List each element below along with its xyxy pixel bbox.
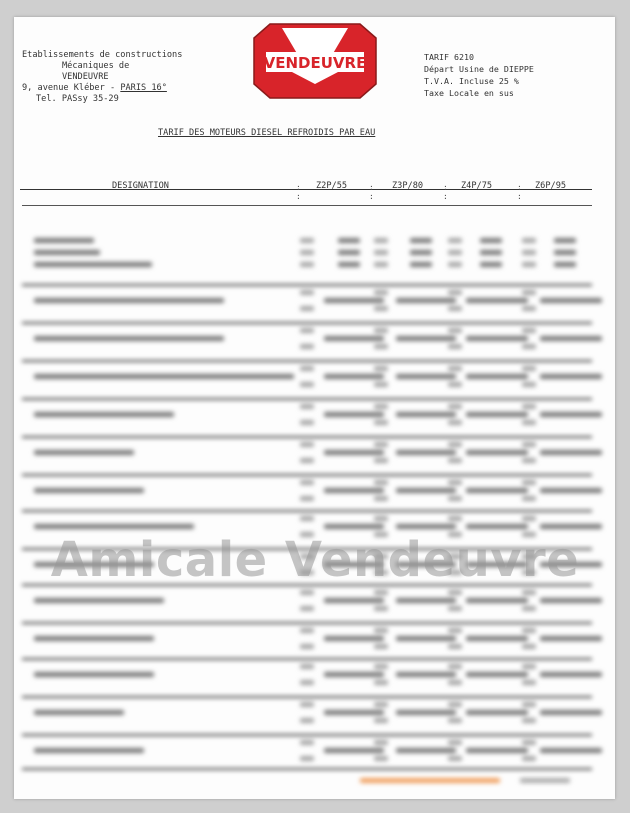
table-cell-price bbox=[396, 450, 456, 455]
table-cell-price bbox=[480, 238, 502, 243]
table-cell-designation bbox=[34, 250, 100, 255]
table-cell-separator bbox=[522, 496, 536, 501]
table-row-divider bbox=[22, 696, 592, 698]
table-cell-separator bbox=[374, 606, 388, 611]
table-cell-separator bbox=[374, 382, 388, 387]
table-cell-separator bbox=[448, 718, 462, 723]
company-line-1: Etablissements de constructions bbox=[22, 50, 183, 60]
table-row-divider bbox=[22, 768, 592, 770]
table-cell-separator bbox=[300, 740, 314, 745]
document-title: TARIF DES MOTEURS DIESEL REFROIDIS PAR EAU bbox=[158, 128, 376, 138]
column-header-z2p55: Z2P/55 bbox=[316, 181, 348, 191]
table-cell-designation bbox=[34, 412, 174, 417]
table-cell-designation bbox=[34, 298, 224, 303]
table-cell-price bbox=[324, 636, 384, 641]
table-cell-price bbox=[466, 598, 528, 603]
table-cell-separator bbox=[374, 250, 388, 255]
table-cell-separator bbox=[300, 644, 314, 649]
table-cell-separator bbox=[448, 702, 462, 707]
table-cell-price bbox=[410, 262, 432, 267]
table-row-divider bbox=[22, 510, 592, 512]
table-cell-price bbox=[466, 298, 528, 303]
table-cell-separator bbox=[522, 420, 536, 425]
table-cell-separator bbox=[300, 718, 314, 723]
table-cell-separator bbox=[300, 606, 314, 611]
table-cell-separator bbox=[448, 458, 462, 463]
table-cell-separator bbox=[448, 628, 462, 633]
column-separator: : bbox=[517, 183, 522, 192]
table-cell-separator bbox=[522, 366, 536, 371]
table-cell-price bbox=[540, 598, 602, 603]
table-cell-separator bbox=[374, 366, 388, 371]
table-cell-separator bbox=[300, 702, 314, 707]
table-cell-price bbox=[466, 710, 528, 715]
table-cell-designation bbox=[34, 450, 134, 455]
table-cell-separator bbox=[374, 262, 388, 267]
column-header-z6p95: Z6P/95 bbox=[535, 181, 567, 191]
table-cell-separator bbox=[374, 306, 388, 311]
table-cell-price bbox=[324, 710, 384, 715]
table-cell-separator bbox=[522, 238, 536, 243]
table-cell-price bbox=[466, 488, 528, 493]
table-cell-separator bbox=[522, 664, 536, 669]
table-cell-separator bbox=[522, 516, 536, 521]
table-cell-separator bbox=[448, 590, 462, 595]
table-cell-price bbox=[466, 374, 528, 379]
column-separator: : bbox=[296, 192, 301, 201]
table-cell-price bbox=[480, 262, 502, 267]
table-cell-price bbox=[324, 488, 384, 493]
table-cell-price bbox=[540, 298, 602, 303]
column-separator: : bbox=[517, 192, 522, 201]
table-cell-designation bbox=[34, 336, 224, 341]
table-cell-separator bbox=[448, 442, 462, 447]
table-cell-separator bbox=[448, 306, 462, 311]
table-cell-separator bbox=[522, 262, 536, 267]
column-separator: : bbox=[296, 183, 301, 192]
table-cell-separator bbox=[300, 664, 314, 669]
table-cell-separator bbox=[448, 262, 462, 267]
table-cell-price bbox=[540, 524, 602, 529]
table-cell-separator bbox=[522, 644, 536, 649]
table-cell-separator bbox=[300, 238, 314, 243]
column-header-designation: DESIGNATION bbox=[112, 181, 169, 191]
table-cell-separator bbox=[374, 718, 388, 723]
table-cell-separator bbox=[374, 702, 388, 707]
table-cell-separator bbox=[522, 306, 536, 311]
table-cell-designation bbox=[34, 238, 94, 243]
table-cell-separator bbox=[522, 718, 536, 723]
table-row-divider bbox=[22, 398, 592, 400]
table-cell-designation bbox=[34, 374, 294, 379]
table-cell-separator bbox=[374, 458, 388, 463]
table-cell-price bbox=[410, 250, 432, 255]
table-row-divider bbox=[22, 658, 592, 660]
tariff-line-3: T.V.A. Incluse 25 % bbox=[424, 76, 519, 86]
table-cell-separator bbox=[448, 404, 462, 409]
table-cell-separator bbox=[300, 404, 314, 409]
table-cell-price bbox=[540, 672, 602, 677]
table-cell-separator bbox=[522, 344, 536, 349]
table-cell-separator bbox=[522, 442, 536, 447]
table-cell-separator bbox=[448, 290, 462, 295]
tariff-info bbox=[424, 51, 534, 99]
table-cell-price bbox=[396, 298, 456, 303]
table-cell-separator bbox=[374, 628, 388, 633]
table-cell-price bbox=[554, 250, 576, 255]
tariff-line-2: Départ Usine de DIEPPE bbox=[424, 64, 534, 74]
table-cell-designation bbox=[34, 710, 124, 715]
table-cell-price bbox=[540, 488, 602, 493]
table-cell-separator bbox=[374, 328, 388, 333]
table-cell-separator bbox=[374, 420, 388, 425]
table-cell-separator bbox=[300, 756, 314, 761]
table-cell-separator bbox=[374, 516, 388, 521]
table-cell-designation bbox=[34, 748, 144, 753]
table-cell-separator bbox=[300, 680, 314, 685]
table-cell-separator bbox=[374, 290, 388, 295]
tariff-line-1: TARIF 6210 bbox=[424, 52, 474, 62]
table-cell-separator bbox=[448, 382, 462, 387]
table-cell-price bbox=[466, 524, 528, 529]
table-cell-price bbox=[396, 488, 456, 493]
table-cell-price bbox=[540, 336, 602, 341]
table-cell-price bbox=[396, 524, 456, 529]
footer-page-number bbox=[520, 778, 570, 783]
table-cell-price bbox=[466, 748, 528, 753]
table-cell-price bbox=[540, 748, 602, 753]
table-header-rule bbox=[22, 205, 592, 206]
table-cell-price bbox=[396, 672, 456, 677]
table-cell-price bbox=[338, 262, 360, 267]
table-cell-separator bbox=[448, 250, 462, 255]
table-cell-price bbox=[466, 450, 528, 455]
table-cell-price bbox=[540, 636, 602, 641]
table-cell-separator bbox=[374, 404, 388, 409]
table-row-divider bbox=[22, 284, 592, 286]
table-row-divider bbox=[22, 322, 592, 324]
table-cell-price bbox=[324, 374, 384, 379]
table-cell-price bbox=[554, 238, 576, 243]
table-cell-price bbox=[324, 598, 384, 603]
table-cell-price bbox=[324, 524, 384, 529]
table-cell-separator bbox=[300, 516, 314, 521]
table-cell-separator bbox=[448, 366, 462, 371]
company-phone: Tel. PASsy 35-29 bbox=[36, 94, 119, 104]
table-cell-designation bbox=[34, 636, 154, 641]
table-cell-separator bbox=[522, 590, 536, 595]
table-cell-price bbox=[466, 412, 528, 417]
table-cell-separator bbox=[300, 290, 314, 295]
column-separator: : bbox=[443, 183, 448, 192]
table-cell-designation bbox=[34, 524, 194, 529]
table-cell-price bbox=[466, 636, 528, 641]
column-separator: : bbox=[369, 183, 374, 192]
table-cell-separator bbox=[448, 328, 462, 333]
table-cell-price bbox=[324, 412, 384, 417]
table-cell-separator bbox=[448, 756, 462, 761]
table-top-rule bbox=[20, 189, 592, 190]
table-cell-price bbox=[540, 412, 602, 417]
company-line-3: VENDEUVRE bbox=[62, 72, 109, 82]
table-cell-separator bbox=[300, 306, 314, 311]
table-cell-price bbox=[324, 336, 384, 341]
table-row-divider bbox=[22, 622, 592, 624]
table-cell-separator bbox=[448, 238, 462, 243]
table-cell-separator bbox=[448, 740, 462, 745]
table-cell-separator bbox=[300, 382, 314, 387]
table-cell-separator bbox=[374, 480, 388, 485]
table-cell-separator bbox=[374, 238, 388, 243]
company-address bbox=[22, 83, 182, 94]
table-cell-price bbox=[396, 374, 456, 379]
table-cell-separator bbox=[374, 756, 388, 761]
table-cell-separator bbox=[522, 250, 536, 255]
table-cell-separator bbox=[448, 664, 462, 669]
table-cell-separator bbox=[374, 644, 388, 649]
table-cell-designation bbox=[34, 488, 144, 493]
table-cell-separator bbox=[374, 442, 388, 447]
table-cell-separator bbox=[374, 344, 388, 349]
logo-text: VENDEUVRE bbox=[263, 54, 367, 72]
table-cell-price bbox=[396, 412, 456, 417]
table-cell-separator bbox=[300, 366, 314, 371]
company-header bbox=[22, 50, 182, 105]
table-cell-separator bbox=[374, 740, 388, 745]
table-cell-price bbox=[338, 238, 360, 243]
table-cell-price bbox=[338, 250, 360, 255]
table-cell-designation bbox=[34, 262, 152, 267]
table-cell-separator bbox=[522, 382, 536, 387]
table-cell-separator bbox=[300, 590, 314, 595]
tariff-line-4: Taxe Locale en sus bbox=[424, 88, 514, 98]
table-cell-separator bbox=[448, 644, 462, 649]
table-cell-price bbox=[540, 450, 602, 455]
table-cell-designation bbox=[34, 672, 154, 677]
table-row-divider bbox=[22, 360, 592, 362]
table-cell-price bbox=[324, 298, 384, 303]
table-cell-separator bbox=[300, 442, 314, 447]
table-cell-separator bbox=[522, 756, 536, 761]
table-row-divider bbox=[22, 436, 592, 438]
table-cell-price bbox=[466, 672, 528, 677]
table-cell-separator bbox=[300, 328, 314, 333]
footer-text bbox=[360, 778, 500, 783]
table-cell-price bbox=[410, 238, 432, 243]
table-cell-separator bbox=[448, 516, 462, 521]
table-cell-separator bbox=[522, 290, 536, 295]
table-cell-separator bbox=[522, 458, 536, 463]
table-cell-designation bbox=[34, 598, 164, 603]
table-cell-separator bbox=[300, 628, 314, 633]
address-street: 9, avenue Kléber - bbox=[22, 83, 121, 93]
table-cell-separator bbox=[374, 496, 388, 501]
table-row-divider bbox=[22, 474, 592, 476]
table-cell-price bbox=[324, 748, 384, 753]
column-separator: : bbox=[443, 192, 448, 201]
table-cell-separator bbox=[300, 250, 314, 255]
table-cell-separator bbox=[448, 606, 462, 611]
table-cell-separator bbox=[300, 480, 314, 485]
table-cell-separator bbox=[374, 680, 388, 685]
table-cell-separator bbox=[300, 496, 314, 501]
column-separator: : bbox=[369, 192, 374, 201]
address-city: PARIS 16° bbox=[120, 83, 167, 93]
column-header-z4p75: Z4P/75 bbox=[461, 181, 493, 191]
table-cell-price bbox=[540, 374, 602, 379]
table-cell-price bbox=[480, 250, 502, 255]
table-cell-price bbox=[466, 336, 528, 341]
table-cell-separator bbox=[522, 702, 536, 707]
table-cell-price bbox=[396, 636, 456, 641]
company-line-2: Mécaniques de bbox=[62, 61, 130, 71]
table-cell-separator bbox=[522, 404, 536, 409]
column-header-z3p80: Z3P/80 bbox=[392, 181, 424, 191]
table-cell-price bbox=[396, 710, 456, 715]
table-cell-separator bbox=[448, 420, 462, 425]
table-cell-separator bbox=[374, 590, 388, 595]
table-cell-separator bbox=[448, 344, 462, 349]
table-cell-price bbox=[324, 450, 384, 455]
table-cell-separator bbox=[448, 496, 462, 501]
table-cell-separator bbox=[300, 344, 314, 349]
table-cell-price bbox=[324, 672, 384, 677]
vendeuvre-logo bbox=[252, 22, 378, 100]
table-cell-separator bbox=[448, 680, 462, 685]
watermark: Amicale Vendeuvre bbox=[50, 532, 580, 588]
table-cell-price bbox=[396, 336, 456, 341]
table-cell-separator bbox=[522, 680, 536, 685]
table-cell-price bbox=[396, 598, 456, 603]
table-cell-separator bbox=[522, 628, 536, 633]
table-cell-separator bbox=[300, 262, 314, 267]
table-cell-price bbox=[540, 710, 602, 715]
table-cell-separator bbox=[300, 458, 314, 463]
table-cell-separator bbox=[522, 480, 536, 485]
table-cell-separator bbox=[522, 328, 536, 333]
table-cell-separator bbox=[448, 480, 462, 485]
table-cell-price bbox=[396, 748, 456, 753]
table-cell-separator bbox=[522, 740, 536, 745]
table-cell-separator bbox=[300, 420, 314, 425]
table-row-divider bbox=[22, 734, 592, 736]
table-cell-price bbox=[554, 262, 576, 267]
table-cell-separator bbox=[374, 664, 388, 669]
table-cell-separator bbox=[522, 606, 536, 611]
